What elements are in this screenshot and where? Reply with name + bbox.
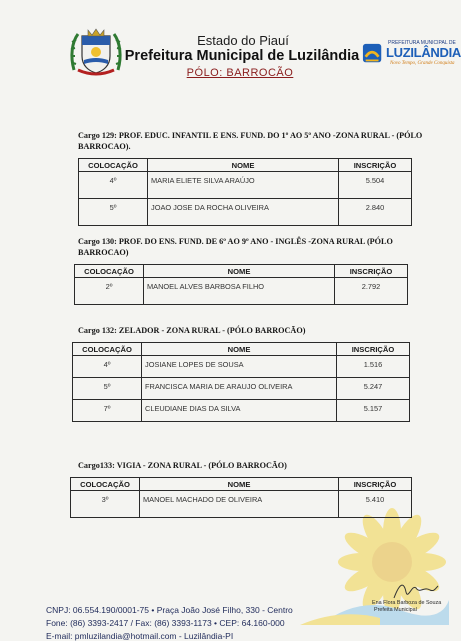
- nome-cell: MARIA ELIETE SILVA ARAÚJO: [148, 172, 339, 199]
- col-inscricao-header: INSCRIÇÃO: [339, 159, 412, 172]
- col-colocacao-header: COLOCAÇÃO: [75, 265, 144, 278]
- nome-cell: FRANCISCA MARIA DE ARAUJO OLIVEIRA: [142, 378, 337, 400]
- inscricao-cell: 1.516: [337, 356, 410, 378]
- col-colocacao-header: COLOCAÇÃO: [79, 159, 148, 172]
- inscricao-cell: 5.410: [339, 491, 412, 518]
- table-cargo-133: [70, 477, 412, 518]
- signature-name: Ena Flora Barboza de Souza: [372, 600, 442, 606]
- inscricao-cell: 5.504: [339, 172, 412, 199]
- nome-cell: MANOEL ALVES BARBOSA FILHO: [144, 278, 335, 305]
- inscricao-cell: 5.157: [337, 400, 410, 422]
- section-title-cargo-130: Cargo 130: PROF. DO ENS. FUND. DE 6º AO 9º ANO - INGLÊS -ZONA RURAL (PÓLO BARROCAO): [78, 237, 393, 257]
- prefeitura-name: Prefeitura Municipal de Luzilândia: [124, 48, 360, 64]
- table-header-row: [71, 478, 412, 491]
- footer-phone-cep: Fone: (86) 3393-2417 / Fax: (86) 3393-1173 • CEP: 64.160-000: [46, 618, 285, 628]
- table-row: [71, 491, 412, 518]
- logo-prefeitura-text: PREFEITURA MUNICIPAL DE: [388, 40, 456, 46]
- footer-cnpj-address: CNPJ: 06.554.190/0001-75 • Praça João José Filho, 330 - Centro: [46, 605, 293, 615]
- section-title-cargo-129: Cargo 129: PROF. EDUC. INFANTIL E ENS. FUND. DO 1º AO 5º ANO -ZONA RURAL - (PÓLO BARROCAO).: [78, 131, 423, 151]
- logo-slogan: Novo Tempo, Grande Conquista: [390, 61, 455, 66]
- signature-role: Prefeita Municipal: [374, 607, 417, 613]
- inscricao-cell: 2.792: [335, 278, 408, 305]
- section-title-cargo-133: Cargo133: VIGIA - ZONA RURAL - (PÓLO BARROCÃO): [78, 461, 287, 470]
- state-name: Estado do Piauí: [197, 33, 289, 48]
- luzilandia-logo: [362, 40, 461, 70]
- section-title-cargo-132: Cargo 132: ZELADOR - ZONA RURAL - (PÓLO BARROCÃO): [78, 326, 306, 335]
- col-inscricao-header: INSCRIÇÃO: [339, 478, 412, 491]
- col-inscricao-header: INSCRIÇÃO: [335, 265, 408, 278]
- footer-email: E-mail: pmluzilandia@hotmail.com - Luzilândia-PI: [46, 631, 234, 641]
- table-row: [79, 199, 412, 226]
- table-cargo-132: [72, 342, 410, 422]
- table-header-row: [75, 265, 408, 278]
- table-row: [75, 278, 408, 305]
- colocacao-cell: 4º: [79, 172, 148, 199]
- polo-title: PÓLO: BARROCÃO: [186, 67, 294, 79]
- table-row: [73, 400, 410, 422]
- table-header-row: [73, 343, 410, 356]
- table-row: [73, 378, 410, 400]
- nome-cell: JOSIANE LOPES DE SOUSA: [142, 356, 337, 378]
- col-nome-header: NOME: [144, 265, 335, 278]
- col-nome-header: NOME: [142, 343, 337, 356]
- col-nome-header: NOME: [140, 478, 339, 491]
- table-row: [79, 172, 412, 199]
- col-colocacao-header: COLOCAÇÃO: [73, 343, 142, 356]
- luzilandia-logo-icon: [362, 42, 384, 66]
- colocacao-cell: 4º: [73, 356, 142, 378]
- table-header-row: [79, 159, 412, 172]
- nome-cell: CLEUDIANE DIAS DA SILVA: [142, 400, 337, 422]
- colocacao-cell: 5º: [73, 378, 142, 400]
- nome-cell: MANOEL MACHADO DE OLIVEIRA: [140, 491, 339, 518]
- table-cargo-129: [78, 158, 412, 226]
- col-inscricao-header: INSCRIÇÃO: [337, 343, 410, 356]
- colocacao-cell: 7º: [73, 400, 142, 422]
- col-colocacao-header: COLOCAÇÃO: [71, 478, 140, 491]
- nome-cell: JOAO JOSE DA ROCHA OLIVEIRA: [148, 199, 339, 226]
- table-cargo-130: [74, 264, 408, 305]
- colocacao-cell: 5º: [79, 199, 148, 226]
- col-nome-header: NOME: [148, 159, 339, 172]
- coat-of-arms-icon: [68, 26, 124, 76]
- colocacao-cell: 3º: [71, 491, 140, 518]
- logo-city-name: LUZILÂNDIA: [386, 45, 461, 60]
- inscricao-cell: 5.247: [337, 378, 410, 400]
- colocacao-cell: 2º: [75, 278, 144, 305]
- inscricao-cell: 2.840: [339, 199, 412, 226]
- table-row: [73, 356, 410, 378]
